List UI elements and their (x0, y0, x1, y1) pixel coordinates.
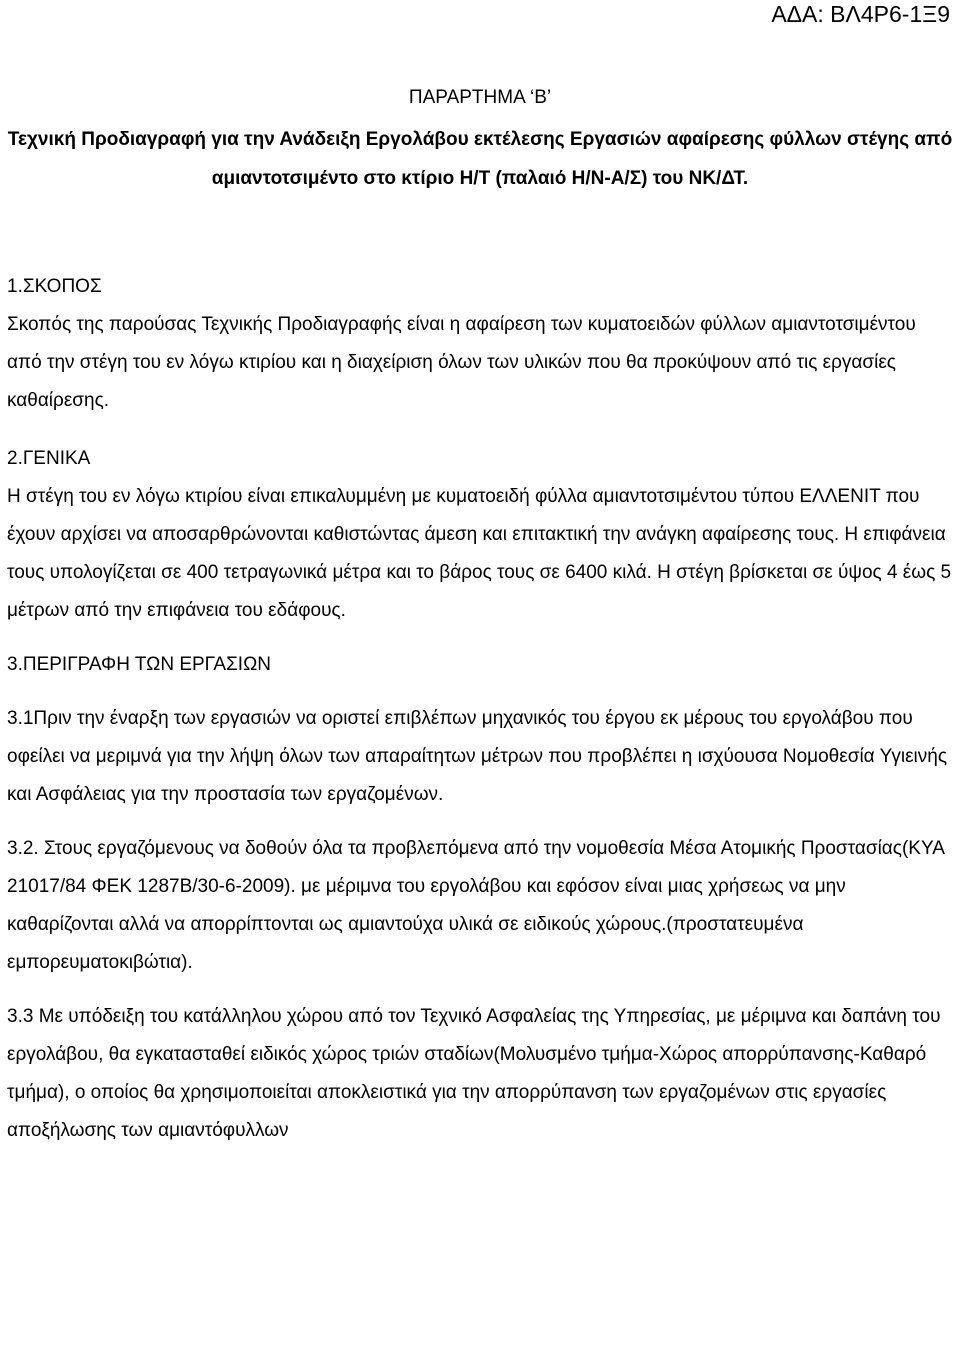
ada-code: ΑΔΑ: ΒΛ4Ρ6-1Ξ9 (771, 1, 950, 27)
section-3-1-text: 3.1Πριν την έναρξη των εργασιών να οριστεί επιβλέπων μηχανικός του έργου εκ μέρους του εργολάβου που οφείλει να μεριμνά για την λήψη όλων των απαραίτητων μέτρων που προβλέπει η ισχύουσα Νομοθεσία Υγιεινής και Ασφάλειας για την προστασία των εργαζομένων. (7, 708, 947, 805)
section-2-title: 2.ΓΕΝΙΚΑ (7, 448, 91, 469)
document-body (7, 268, 953, 1150)
section-1-title: 1.ΣΚΟΠΟΣ (7, 276, 102, 297)
section-3-title: 3.ΠΕΡΙΓΡΑΦΗ ΤΩΝ ΕΡΓΑΣΙΩΝ (7, 654, 272, 675)
section-1-text: Σκοπός της παρούσας Τεχνικής Προδιαγραφής είναι η αφαίρεση των κυματοειδών φύλλων αμιαντοτσιμέντου από την στέγη του εν λόγω κτιρίου και η διαχείριση όλων των υλικών που θα προκύψουν από τις εργασίες καθαίρεσης. (7, 314, 916, 411)
section-2-text: Η στέγη του εν λόγω κτιρίου είναι επικαλυμμένη με κυματοειδή φύλλα αμιαντοτσιμέντου τύπου ΕΛΛΕΝΙΤ που έχουν αρχίσει να αποσαρθρώνονται καθιστώντας άμεση και επιτακτική την ανάγκη αφαίρεσης τους. Η επιφάνεια τους υπολογίζεται σε 400 τετραγωνικά μέτρα και το βάρος τους σε 6400 κιλά. Η στέγη βρίσκεται σε ύψος 4 έως 5 μέτρων από την επιφάνεια του εδάφους. (7, 486, 952, 621)
section-3-2-text: 3.2. Στους εργαζόμενους να δοθούν όλα τα προβλεπόμενα από την νομοθεσία Μέσα Ατομικής Προστασίας(ΚΥΑ 21017/84 ΦΕΚ 1287Β/30-6-2009). με μέριμνα του εργολάβου και εφόσον είναι μιας χρήσεως να μην καθαρίζονται αλλά να απορρίπτονται ως αμιαντούχα υλικά σε ειδικούς χώρους.(προστατευμένα εμπορευματοκιβώτια). (7, 838, 944, 973)
section-3-3-text: 3.3 Με υπόδειξη του κατάλληλου χώρου από τον Τεχνικό Ασφαλείας της Υπηρεσίας, με μέριμνα και δαπάνη του εργολάβου, θα εγκατασταθεί ειδικός χώρος τριών σταδίων(Μολυσμένο τμήμα-Χώρος απορρύπανσης-Καθαρό τμήμα), ο οποίος θα χρησιμοποιείται αποκλειστικά για την απορρύπανση των εργαζομένων στις εργασίες αποξήλωσης των αμιαντόφυλλων (7, 1006, 941, 1141)
annex-label: ΠΑΡΑΡΤΗΜΑ ‘Β’ (408, 87, 552, 108)
document-title: Τεχνική Προδιαγραφή για την Ανάδειξη Εργολάβου εκτέλεσης Εργασιών αφαίρεσης φύλλων στέγης από αμιαντοτσιμέντο στο κτίριο Η/Τ (παλαιό Η/Ν-Α/Σ) του ΝΚ/ΔΤ. (7, 129, 953, 189)
